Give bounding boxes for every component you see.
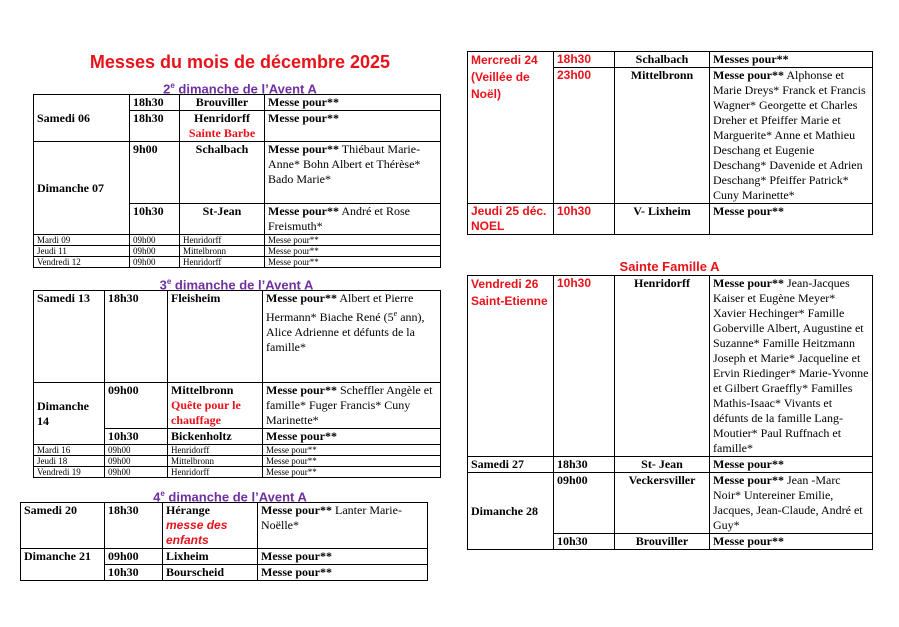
day-cell: Jeudi 18: [34, 456, 105, 467]
time-cell: 18h30: [130, 111, 180, 142]
day-cell: Dimanche 07: [34, 142, 130, 235]
time-cell: 09h00: [130, 257, 180, 268]
intentions-cell: Messe pour** Alphonse et Marie Dreys* Franck et Francis Wagner* Georgette et Charles Dreher et Pfeiffer Marie et Marguerite* Anne et Mathieu Deschang et Eugenie Deschang* Davenide et Adrien Deschang* Pfeiffer Patrick* Cuny Marinette*: [710, 68, 873, 204]
table-row: [468, 276, 873, 457]
time-cell: 09h00: [105, 383, 168, 429]
time-cell: 18h30: [105, 503, 163, 549]
day-cell: Dimanche 21: [21, 549, 105, 581]
time-cell: 09h00: [105, 456, 168, 467]
intentions-cell: Messe pour**: [265, 111, 441, 142]
place-cell: Mittelbronn: [615, 68, 710, 204]
time-cell: 10h30: [554, 276, 615, 457]
place-cell: Bickenholtz: [168, 429, 263, 445]
day-cell: Jeudi 25 déc. NOEL: [468, 204, 554, 235]
day-cell: Samedi 13: [34, 291, 105, 383]
place-cell: Henridorff: [168, 467, 263, 478]
table-row: [21, 503, 428, 549]
intentions-cell: Messe pour**: [263, 429, 441, 445]
intentions-cell: Messe pour**: [263, 445, 441, 456]
page-title: Messes du mois de décembre 2025: [89, 52, 391, 72]
table-row: [34, 235, 441, 246]
place-cell: Schalbach: [180, 142, 265, 204]
time-cell: 10h30: [105, 565, 163, 581]
time-cell: 18h30: [554, 52, 615, 68]
time-cell: 18h30: [105, 291, 168, 383]
section-heading-advent-2: 2e dimanche de l’Avent A: [163, 81, 317, 97]
place-cell: Mittelbronn: [168, 456, 263, 467]
intentions-cell: Messe pour** André et Rose Freismuth*: [265, 204, 441, 235]
intentions-cell: Messe pour** Jean -Marc Noir* Untereiner Emilie, Jacques, Jean-Claude, André et Guy*: [710, 473, 873, 534]
time-cell: 09h00: [130, 246, 180, 257]
intentions-cell: Messe pour** Lanter Marie-Noëlle*: [258, 503, 428, 549]
day-cell: Mardi 09: [34, 235, 130, 246]
schedule-table-christmas: [467, 51, 873, 235]
time-cell: 18h30: [554, 457, 615, 473]
place-cell: Mittelbronn: [180, 246, 265, 257]
place-cell: Bourscheid: [163, 565, 258, 581]
place-cell: Lixheim: [163, 549, 258, 565]
table-row: [34, 467, 441, 478]
intentions-cell: Messe pour** Scheffler Angèle et famille* Fuger Francis* Cuny Marinette*: [263, 383, 441, 429]
day-cell: Vendredi 12: [34, 257, 130, 268]
table-row: [34, 456, 441, 467]
table-row: [34, 246, 441, 257]
intentions-cell: Messe pour**: [258, 565, 428, 581]
intentions-cell: Messe pour**: [710, 457, 873, 473]
time-cell: 09h00: [130, 235, 180, 246]
time-cell: 10h30: [554, 534, 615, 550]
intentions-cell: Messe pour** Jean-Jacques Kaiser et Eugène Meyer* Xavier Hechinger* Famille Goberville Albert, Augustine et Suzanne* Famille Heitzmann Joseph et Marie* Jacqueline et Ervin Riedinger* Marie-Yvonne et Gilbert Graeffly* Familles Mathis-Isaac* Vivants et défunts de la famille Lang-Moutier* Paul Ruffnach et famille*: [710, 276, 873, 457]
place-cell: V- Lixheim: [615, 204, 710, 235]
day-cell: Vendredi 19: [34, 467, 105, 478]
table-row: [468, 457, 873, 473]
place-cell: Henridorff: [615, 276, 710, 457]
table-row: [34, 291, 441, 383]
day-cell: Dimanche 28: [468, 473, 554, 550]
time-cell: 23h00: [554, 68, 615, 204]
intentions-cell: Messe pour** Albert et Pierre Hermann* Biache René (5e ann), Alice Adrienne et défunts de la famille*: [263, 291, 441, 383]
day-cell: Vendredi 26 Saint-Etienne: [468, 276, 554, 457]
table-row: [21, 549, 428, 565]
time-cell: 09h00: [105, 445, 168, 456]
place-cell: Schalbach: [615, 52, 710, 68]
day-cell: Samedi 27: [468, 457, 554, 473]
intentions-cell: Messe pour**: [263, 456, 441, 467]
time-cell: 09h00: [105, 549, 163, 565]
schedule-table-sainte-famille: [467, 275, 873, 550]
section-heading-advent-3: 3e dimanche de l’Avent A: [159, 277, 314, 293]
time-cell: 10h30: [130, 204, 180, 235]
intentions-cell: Messe pour**: [710, 534, 873, 550]
intentions-cell: Messe pour** Thiébaut Marie-Anne* Bohn Albert et Thérèse* Bado Marie*: [265, 142, 441, 204]
schedule-table-advent-4: [20, 502, 428, 581]
time-cell: 09h00: [105, 467, 168, 478]
place-cell: Brouviller: [615, 534, 710, 550]
table-row: [34, 142, 441, 204]
place-cell: Brouviller: [180, 95, 265, 111]
intentions-cell: Messe pour**: [263, 467, 441, 478]
place-cell: Henridorff: [180, 235, 265, 246]
time-cell: 09h00: [554, 473, 615, 534]
day-cell: Mardi 16: [34, 445, 105, 456]
day-cell: Samedi 06: [34, 95, 130, 142]
place-cell: Henridorff: [168, 445, 263, 456]
children-mass-note: messe des enfants: [166, 518, 228, 547]
intentions-cell: Messes pour**: [710, 52, 873, 68]
table-row: [34, 95, 441, 111]
table-row: [468, 473, 873, 534]
place-cell: Henridorff Sainte Barbe: [180, 111, 265, 142]
intentions-cell: Messe pour**: [265, 235, 441, 246]
day-cell: Dimanche 14: [34, 383, 105, 445]
intentions-cell: Messe pour**: [710, 204, 873, 235]
place-cell: Fleisheim: [168, 291, 263, 383]
day-cell: Samedi 20: [21, 503, 105, 549]
time-cell: 9h00: [130, 142, 180, 204]
time-cell: 10h30: [105, 429, 168, 445]
section-heading-sainte-famille: Sainte Famille A: [619, 259, 720, 274]
time-cell: 18h30: [130, 95, 180, 111]
day-cell: Jeudi 11: [34, 246, 130, 257]
table-row: [468, 204, 873, 235]
intentions-cell: Messe pour**: [258, 549, 428, 565]
table-row: [34, 383, 441, 429]
table-row: [34, 257, 441, 268]
place-cell: Hérange messe des enfants: [163, 503, 258, 549]
place-cell: Henridorff: [180, 257, 265, 268]
place-cell: St-Jean: [180, 204, 265, 235]
collection-note: Quête pour le chauffage: [171, 398, 241, 427]
place-cell: Mittelbronn Quête pour le chauffage: [168, 383, 263, 429]
schedule-table-advent-2: [33, 94, 441, 268]
schedule-table-advent-3: [33, 290, 441, 478]
time-cell: 10h30: [554, 204, 615, 235]
feast-note: Sainte Barbe: [188, 126, 256, 140]
intentions-cell: Messe pour**: [265, 246, 441, 257]
place-cell: St- Jean: [615, 457, 710, 473]
place-cell: Veckersviller: [615, 473, 710, 534]
table-row: [34, 445, 441, 456]
section-heading-advent-4: 4e dimanche de l’Avent A: [153, 489, 307, 505]
table-row: [468, 52, 873, 68]
intentions-cell: Messe pour**: [265, 95, 441, 111]
day-cell: Mercredi 24 (Veillée de Noël): [468, 52, 554, 204]
intentions-cell: Messe pour**: [265, 257, 441, 268]
